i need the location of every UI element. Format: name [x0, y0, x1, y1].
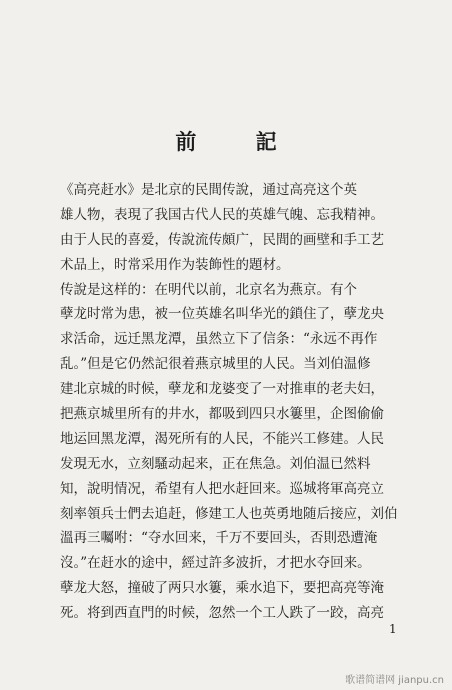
text-line: 地运回黑龙潭，渴死所有的人民，不能兴工修建。人民: [60, 430, 384, 447]
text-line: 孽龙大怒，撞破了两只水簍，乘水追下，要把高亮等淹: [60, 580, 384, 597]
text-line: 《高亮赶水》是北京的民間传說，通过高亮这个英: [60, 182, 357, 198]
text-line: 建北京城的时候，孽龙和龙婆变了一对推車的老夫妇，: [60, 381, 384, 398]
text-line: 发現无水，立刻騷动起来，正在焦急。刘伯温已然料: [60, 455, 371, 472]
text-line: 沒。”在赶水的途中，經过許多波折，才把水夺回来。: [60, 555, 371, 572]
watermark: 歌谱简谱网 jianpu.cn: [345, 675, 444, 686]
body-text: [60, 178, 400, 626]
text-line: 术品上，时常采用作为装飾性的題材。: [60, 256, 290, 273]
text-line: 雄人物，表現了我国古代人民的英雄气魄、忘我精神。: [60, 206, 384, 223]
text-line: 知，說明情况，希望有人把水赶回来。巡城将軍高亮立: [60, 480, 384, 497]
text-line: 乱。”但是它仍然記很着燕京城里的人民。当刘伯温修: [60, 356, 371, 373]
page-title: 前 記: [175, 129, 303, 154]
page-number: 1: [389, 622, 397, 636]
text-line: 把燕京城里所有的井水，都吸到四只水簍里，企图偷偷: [60, 406, 384, 423]
text-line: 由于人民的喜爱，传說流传頗广，民間的画壁和手工艺: [60, 231, 384, 248]
text-line: 溫再三囑咐：“夺水回来，千万不要回头，否則恐遭淹: [60, 530, 378, 547]
text-line: 孽龙时常为患，被一位英雄名叫华光的鎖住了，孽龙央: [60, 306, 384, 323]
text-line: 刻率領兵士們去追赶，修建工人也英勇地随后接应，刘伯: [60, 505, 398, 522]
text-line: 传說是这样的：在明代以前，北京名为燕京。有个: [60, 281, 357, 298]
text-line: 求活命，远迁黑龙潭，虽然立下了信条：“永远不再作: [60, 331, 378, 348]
text-line: 死。将到西直門的时候，忽然一个工人跌了一跤，高亮: [60, 605, 384, 622]
